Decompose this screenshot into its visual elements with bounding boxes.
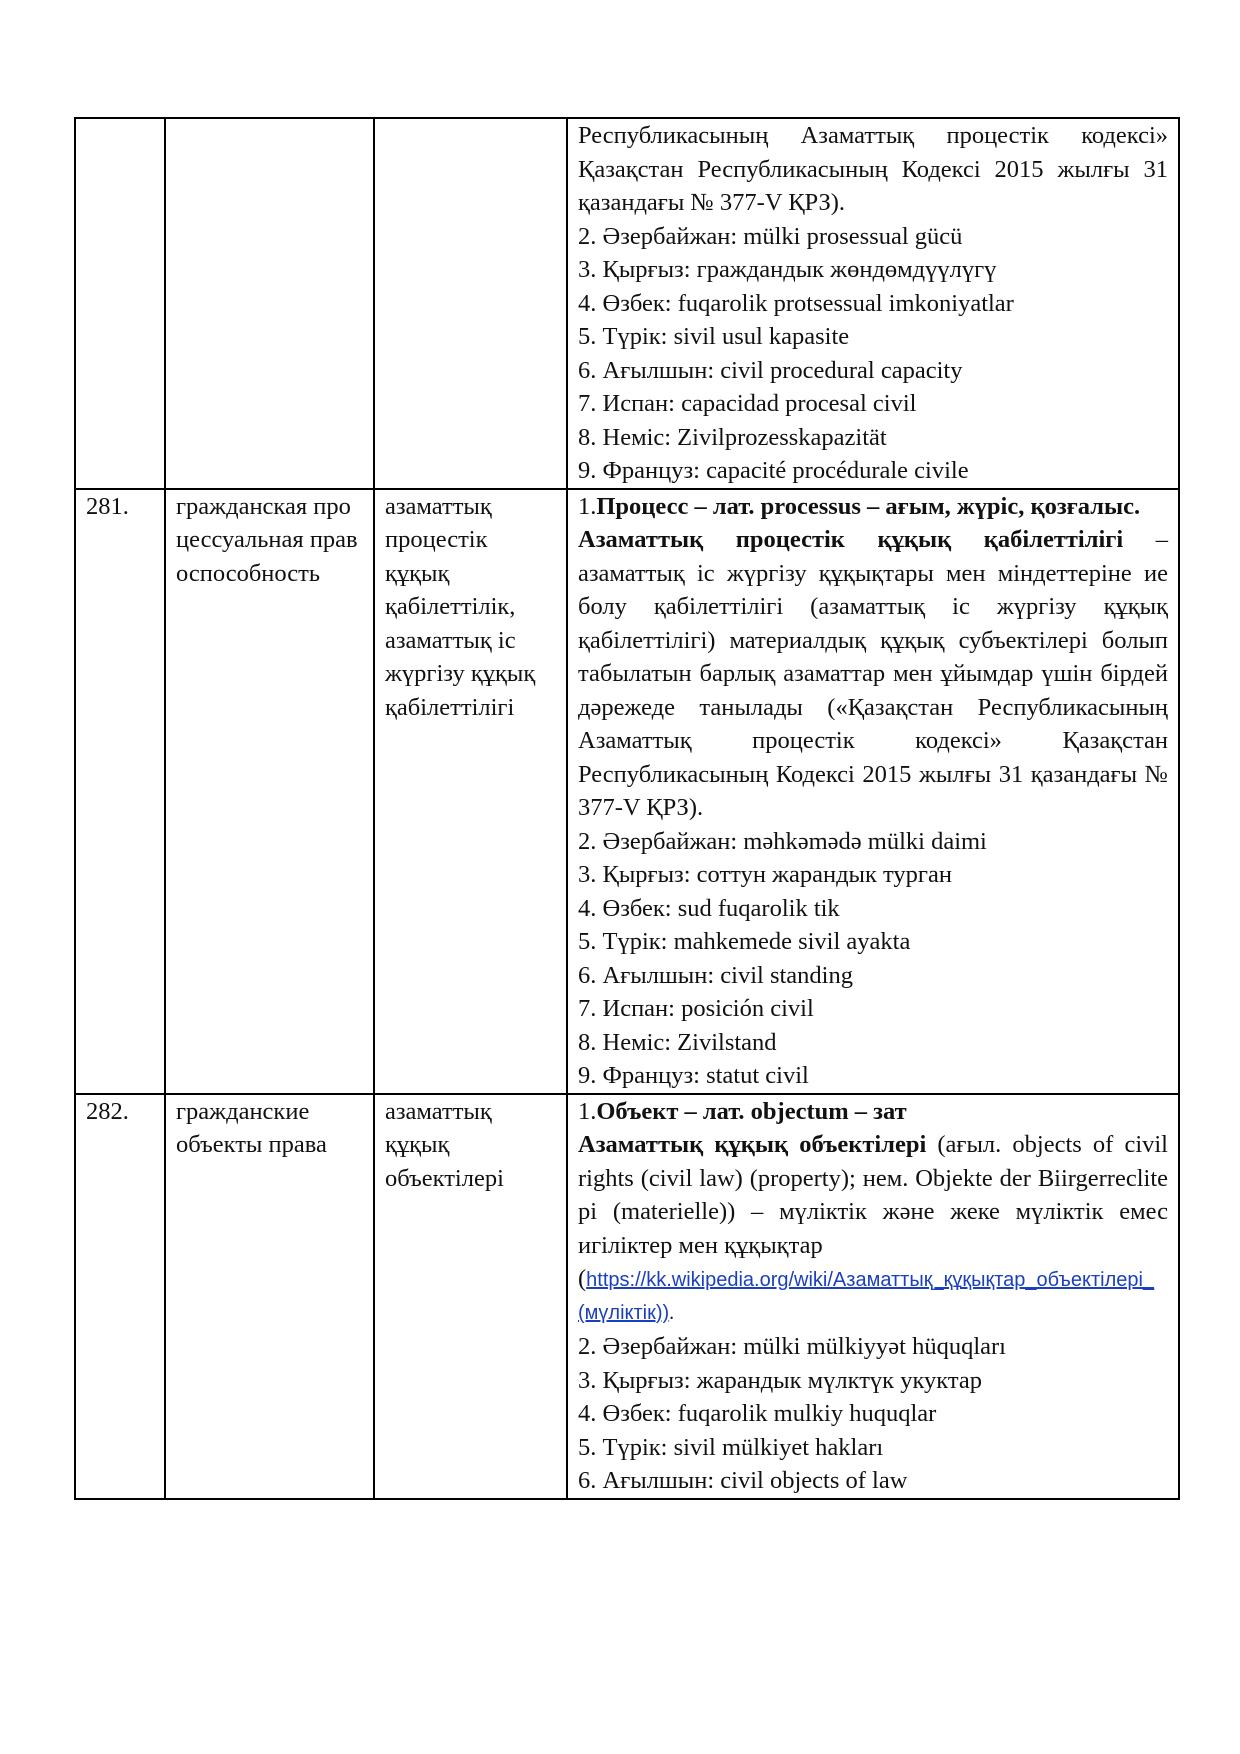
etymology-prefix: 1. xyxy=(578,1097,597,1125)
kazakh-term: азаматтық құқық объектілері xyxy=(374,1094,567,1499)
translation-item: 9. Француз: statut civil xyxy=(578,1062,809,1089)
translation-item: 6. Ағылшын: civil procedural capacity xyxy=(578,356,963,384)
table-row xyxy=(75,1094,1179,1499)
translation-item: 7. Испан: posición civil xyxy=(578,995,814,1022)
term-heading: Азаматтық құқық объектілері xyxy=(578,1131,927,1158)
translation-item: 3. Қырғыз: граждандык жөндөмдүүлүгү xyxy=(578,256,997,283)
row-number xyxy=(75,118,165,489)
translation-item: 4. Өзбек: fuqarolik mulkiy huquqlar xyxy=(578,1400,937,1427)
source-close: . xyxy=(669,1302,675,1324)
etymology-text: Процесс – лат. processus – ағым, жүріс, қозғалыс. xyxy=(596,492,1141,520)
definition-cell xyxy=(567,1094,1179,1499)
translation-item: 3. Қырғыз: соттун жарандык турган xyxy=(578,861,952,888)
row-number: 282. xyxy=(75,1094,165,1499)
translation-item: 8. Неміс: Zivilstand xyxy=(578,1028,777,1056)
kazakh-term xyxy=(374,118,567,489)
row-number: 281. xyxy=(75,489,165,1094)
translation-item: 9. Француз: capacité procédurale civile xyxy=(578,457,969,484)
table-row xyxy=(75,489,1179,1094)
source-link[interactable]: https://kk.wikipedia.org/wiki/Азаматтық_құқықтар_объектілері_(мүліктік)) xyxy=(578,1269,1155,1324)
etymology-line xyxy=(578,1095,1168,1129)
definition-body: – азаматтық іс жүргізу құқықтары мен міндеттеріне ие болу қабілеттілігі (азаматтық іс жүргізу құқық қабілеттілігі) материалдық құқық субъектілері болып табылатын барлық азаматтар мен ұйымдар үшін бірдей дәрежеде танылады («Қазақстан Республикасының Азаматтық процестік кодексі» Қазақстан Республикасының Кодексі 2015 жылғы 31 қазандағы № 377-V ҚРЗ). xyxy=(578,526,1169,821)
translation-item: 5. Түрік: sivil usul kapasite xyxy=(578,323,850,350)
russian-term: гражданская процессуальная правоспособность xyxy=(165,489,374,1094)
russian-term: гражданские объекты права xyxy=(165,1094,374,1499)
definition-text xyxy=(578,1128,1168,1262)
translation-item: 3. Қырғыз: жарандык мүлктүк укуктар xyxy=(578,1366,982,1394)
definition-body: (ағыл. objects of civil rights (civil law) (property); нем. Objekte der Biirgerreclite pi (materielle)) – мүліктік және жеке мүліктік емес игіліктер мен құқықтар xyxy=(578,1131,1168,1259)
source-open: ( xyxy=(578,1265,587,1292)
translation-item: 2. Әзербайжан: mülki mülkiyyət hüquqları xyxy=(578,1333,1006,1360)
russian-term xyxy=(165,118,374,489)
kazakh-term: азаматтық процестік құқық қабілеттілік, азаматтық іс жүргізу құқық қабілеттілігі xyxy=(374,489,567,1094)
translation-item: 7. Испан: capacidad procesal civil xyxy=(578,390,917,417)
definition-cell xyxy=(567,489,1179,1094)
definition-text xyxy=(578,523,1168,825)
translation-item: 8. Неміс: Zivilprozesskapazität xyxy=(578,423,887,451)
etymology-line xyxy=(578,490,1168,524)
translation-item: 5. Түрік: mahkemede sivil ayakta xyxy=(578,928,911,955)
table-row xyxy=(75,118,1179,489)
translation-item: 2. Әзербайжан: mülki prosessual gücü xyxy=(578,222,963,250)
source-line xyxy=(578,1262,1168,1330)
translation-item: 6. Ағылшын: civil objects of law xyxy=(578,1467,908,1494)
terminology-table xyxy=(74,117,1180,1500)
definition-text: Республикасының Азаматтық процестік кодексі» Қазақстан Республикасының Кодексі 2015 жылғы 31 қазандағы № 377-V ҚРЗ). xyxy=(578,122,1168,216)
translation-item: 5. Түрік: sivil mülkiyet hakları xyxy=(578,1433,884,1461)
etymology-prefix: 1. xyxy=(578,492,597,520)
etymology-text: Объект – лат. objectum – зат xyxy=(596,1097,907,1125)
term-heading: Азаматтық процестік құқық қабілеттілігі xyxy=(578,526,1124,553)
translation-item: 6. Ағылшын: civil standing xyxy=(578,961,853,989)
translation-item: 2. Әзербайжан: məhkəmədə mülki daimi xyxy=(578,827,987,855)
translation-item: 4. Өзбек: sud fuqarolik tik xyxy=(578,894,840,922)
definition-cell xyxy=(567,118,1179,489)
translation-item: 4. Өзбек: fuqarolik protsessual imkoniyatlar xyxy=(578,289,1014,317)
